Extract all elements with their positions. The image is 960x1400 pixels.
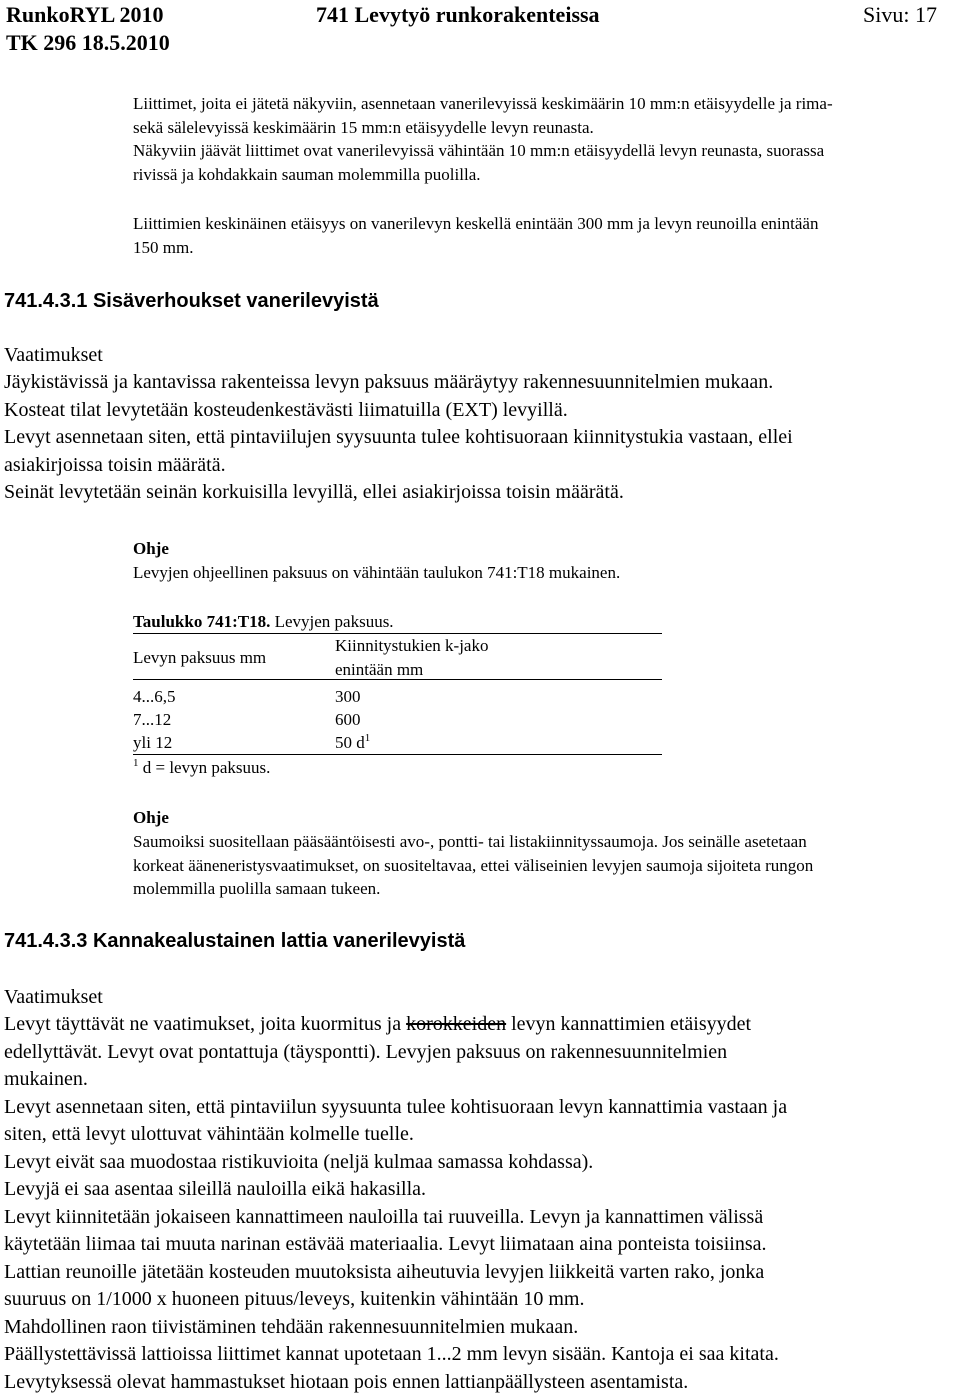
- table-header-spacing: Kiinnitystukien k-jako enintään mm: [335, 636, 489, 679]
- text-line: Levytyksessä olevat hammastukset hiotaan pois ennen lattianpäällysteen asentamista.: [4, 1370, 689, 1393]
- table-cell: 50 $d^1$: [335, 732, 371, 752]
- text-line: Levyjä ei saa asentaa sileillä nauloilla eikä hakasilla.: [4, 1178, 427, 1200]
- text-line: korkeat ääneneristysvaatimukset, on suositeltavaa, ettei väliseinien levyjen saumoja sijoiteta rungon: [133, 855, 814, 875]
- text-line: rivissä ja kohdakkain sauman molemmilla puolilla.: [133, 164, 481, 184]
- table-cell: 600: [335, 710, 361, 729]
- guidance-fastener-spacing: [133, 212, 818, 259]
- text-line: Kosteat tilat levytetään kosteudenkestävästi liimatuilla (EXT) levyillä.: [4, 398, 568, 421]
- text-line: Levyt asennetaan siten, että pintaviilujen syysuunta tulee kohtisuoraan kiinnitystukia vastaan, ellei: [4, 426, 793, 448]
- table-row: 4...6,5: [133, 687, 176, 706]
- requirements-text: [4, 1011, 787, 1396]
- guidance-text: Levyjen ohjeellinen paksuus on vähintään taulukon 741:T18 mukainen.: [133, 563, 621, 582]
- table-caption: [133, 610, 394, 634]
- text-line: molemmilla puolilla samaan tukeen.: [133, 879, 381, 898]
- guidance-fasteners: [133, 92, 833, 186]
- section-heading: 741.4.3.3 Kannakealustainen lattia vanerilevyistä: [4, 930, 466, 952]
- text-line: 150 mm.: [133, 237, 194, 257]
- requirements-title: Vaatimukset: [4, 986, 103, 1008]
- text-line: Saumoiksi suositellaan pääsääntöisesti avo-, pontti- tai listakiinnityssaumoja. Jos seinälle asetetaan: [133, 832, 807, 851]
- struck-text: korokkeiden: [406, 1013, 507, 1035]
- guidance-title: Ohje: [133, 539, 169, 558]
- table-footnote: $^1$ d = levyn paksuus.: [133, 757, 271, 777]
- text-line: Seinät levytetään seinän korkuisilla levyillä, ellei asiakirjoissa toisin määrätä.: [4, 481, 624, 503]
- text-line: Lattian reunoille jätetään kosteuden muutoksista aiheutuvia levyjen liikkeitä varten rako, jonka: [4, 1260, 765, 1283]
- text-line: Liittimet, joita ei jätetä näkyviin, asennetaan vanerilevyissä keskimäärin 10 mm:n etäisyydelle ja rima-: [133, 94, 833, 113]
- table-header-thickness: Levyn paksuus mm: [133, 648, 267, 667]
- requirements-text: [4, 369, 793, 507]
- text-line: Näkyviin jäävät liittimet ovat vanerilevyissä vähintään 10 mm:n etäisyydellä levyn reunasta, suorassa: [133, 141, 825, 160]
- header-doc-date: TK 296 18.5.2010: [6, 30, 170, 55]
- footnote-marker: 1: [364, 732, 371, 744]
- text-line: käytetään liimaa tai muuta narinan estävää materiaalia. Levyt liimataan aina ponteista toisiinsa.: [4, 1233, 767, 1255]
- text-line: sekä sälelevyissä keskimäärin 15 mm:n etäisyydelle levyn reunasta.: [133, 117, 594, 137]
- text-line: Jäykistävissä ja kantavissa rakenteissa levyn paksuus määräytyy rakennesuunnitelmien mukaan.: [4, 371, 774, 393]
- text-line: suuruus on 1/1000 x huoneen pituus/leveys, kuitenkin vähintään 10 mm.: [4, 1288, 585, 1310]
- table-row: 7...12: [133, 710, 172, 729]
- text-line: Levyt eivät saa muodostaa ristikuvioita (neljä kulmaa samassa kohdassa).: [4, 1150, 594, 1173]
- text-line: Levyt kiinnitetään jokaiseen kannattimeen nauloilla tai ruuveilla. Levyn ja kannattimen välissä: [4, 1205, 764, 1228]
- section-heading: 741.4.3.1 Sisäverhoukset vanerilevyistä: [4, 290, 379, 312]
- table-cell: 300: [335, 687, 361, 706]
- header-page-number: Sivu: 17: [863, 2, 937, 27]
- text-line: Liittimien keskinäinen etäisyys on vanerilevyn keskellä enintään 300 mm ja levyn reunoilla enintään: [133, 214, 819, 233]
- table-bottom-rule: [133, 754, 662, 755]
- guidance-joints: [133, 830, 813, 901]
- table-caption-label: Taulukko 741:T18.: [133, 612, 271, 631]
- header-title: 741 Levytyö runkorakenteissa: [316, 2, 600, 27]
- guidance-title: Ohje: [133, 808, 169, 827]
- text-line: asiakirjoissa toisin määrätä.: [4, 453, 226, 476]
- text-line: Levyt asennetaan siten, että pintaviilun syysuunta tulee kohtisuoraan levyn kannattimia vastaan ja: [4, 1095, 788, 1118]
- text-line: siten, että levyt ulottuvat vähintään kolmelle tuelle.: [4, 1123, 414, 1145]
- text-line: Päällystettävissä lattioissa liittimet kannat upotetaan 1...2 mm levyn sisään. Kantoja ei saa kitata.: [4, 1343, 779, 1365]
- header-doc-id: RunkoRYL 2010: [6, 2, 164, 27]
- text-line: mukainen.: [4, 1068, 88, 1090]
- text-line: Levyt täyttävät ne vaatimukset, joita kuormitus ja korokkeiden levyn kannattimien etäisyydet: [4, 1013, 752, 1035]
- text-line: Mahdollinen raon tiivistäminen tehdään rakennesuunnitelmien mukaan.: [4, 1315, 579, 1338]
- table-header-rule: [133, 679, 662, 680]
- text-line: edellyttävät. Levyt ovat pontattuja (täyspontti). Levyjen paksuus on rakennesuunnitelmien: [4, 1040, 728, 1063]
- table-row: yli 12: [133, 733, 173, 752]
- table-caption-text: Levyjen paksuus.: [270, 612, 394, 631]
- requirements-title: Vaatimukset: [4, 344, 103, 366]
